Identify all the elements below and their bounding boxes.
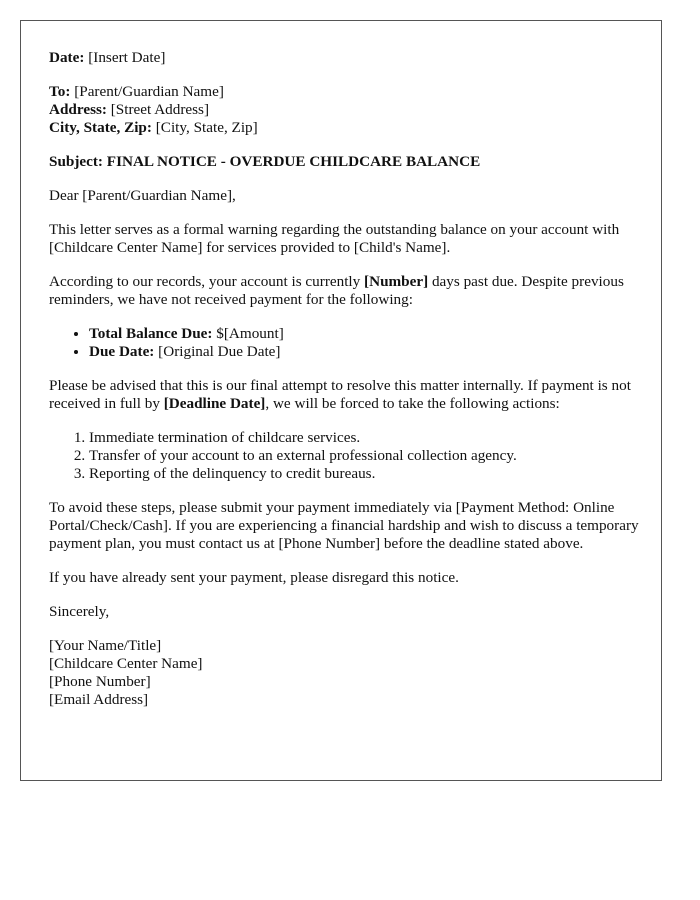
subject-value: FINAL NOTICE - OVERDUE CHILDCARE BALANCE [106,153,481,170]
closing: Sincerely, [49,603,110,620]
paragraph-3: Please be advised that this is our final attempt to resolve this matter internally. If payment is not received in full by [Deadline Date], we will be forced to take the following actions: [49,377,631,412]
address-label: Address: [49,101,107,118]
list-item: 2. Transfer of your account to an external professional collection agency. [89,447,639,465]
letter-page [20,20,662,781]
subject-line [49,153,639,171]
city-label: City, State, Zip: [49,119,152,136]
salutation: Dear [Parent/Guardian Name], [49,187,236,204]
list-item: 1. Immediate termination of childcare services. [89,429,639,447]
signature-email: [Email Address] [49,691,149,708]
date-line [49,49,639,67]
letter-content [49,49,639,709]
signature-center: [Childcare Center Name] [49,655,203,672]
list-item: 3. Reporting of the delinquency to credit bureaus. [89,465,639,483]
signature-name: [Your Name/Title] [49,637,162,654]
date-label: Date: [49,49,85,66]
address-value: [Street Address] [110,101,210,118]
address-line [49,101,639,119]
paragraph-1: This letter serves as a formal warning regarding the outstanding balance on your account with [Childcare Center Name] for services provided to [Child's Name]. [49,221,620,256]
date-value: [Insert Date] [88,49,166,66]
signature-block [49,637,639,709]
city-line [49,119,639,137]
to-line [49,83,639,101]
signature-phone: [Phone Number] [49,673,151,690]
recipient-block [49,83,639,137]
to-label: To: [49,83,71,100]
paragraph-4: To avoid these steps, please submit your payment immediately via [Payment Method: Online Portal/Check/Cash]. If you are experiencing a financial hardship and wish to discuss a temporary payment plan, you must contact us at [Phone Number] before the deadline stated above. [49,499,639,552]
subject-label: Subject: [49,153,103,170]
city-value: [City, State, Zip] [155,119,258,136]
list-item: • Due Date: [Original Due Date] [89,343,639,361]
list-item: • Total Balance Due: $[Amount] [89,325,639,343]
days-past-due: [Number] [364,273,429,290]
paragraph-2: According to our records, your account is currently [Number] days past due. Despite previous reminders, we have not received payment for the following: [49,273,624,308]
balance-list [49,325,639,361]
to-value: [Parent/Guardian Name] [74,83,224,100]
actions-list [49,429,639,483]
deadline-date: [Deadline Date] [163,395,266,412]
paragraph-5: If you have already sent your payment, please disregard this notice. [49,569,459,586]
